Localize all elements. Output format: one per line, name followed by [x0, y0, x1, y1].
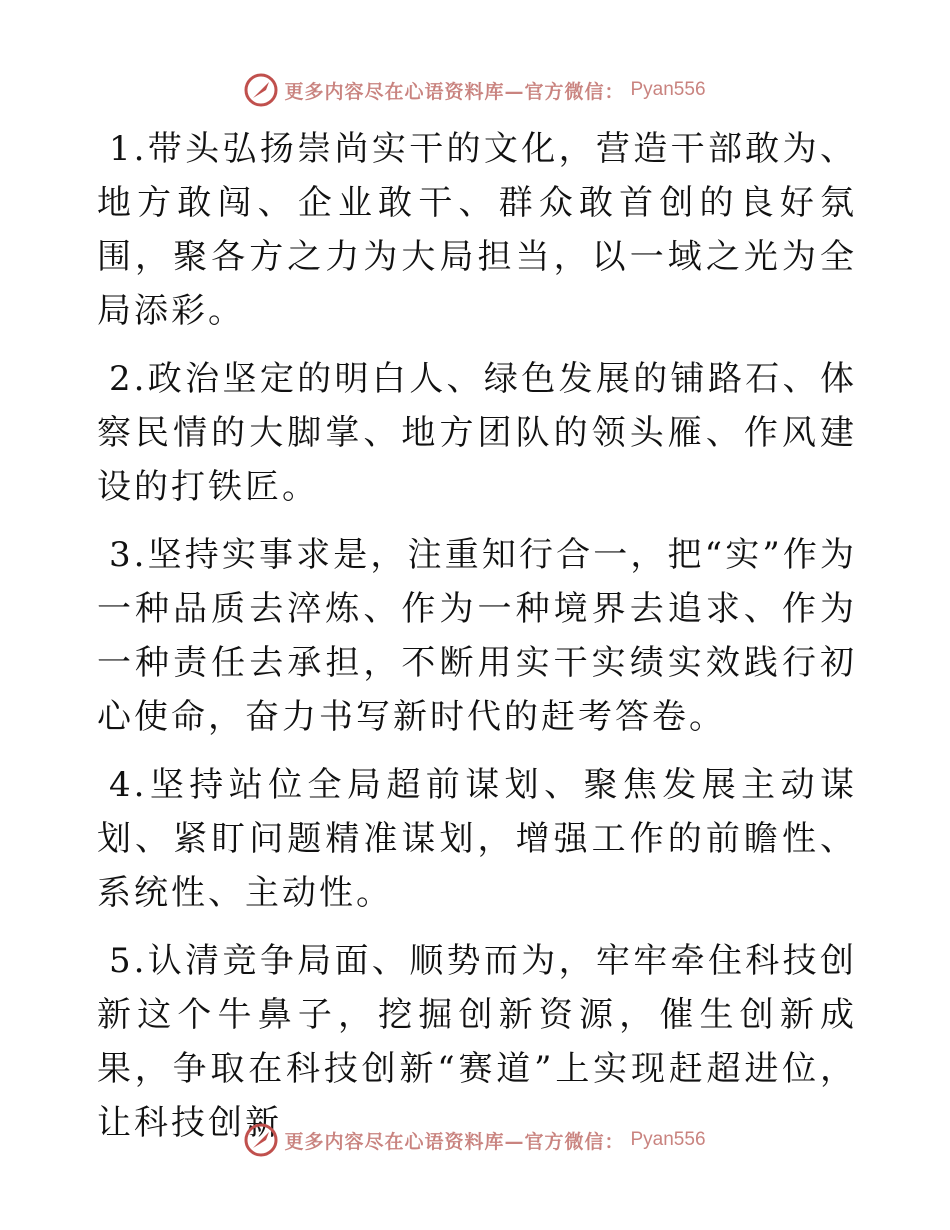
paragraph-text: 政治坚定的明白人、绿色发展的铺路石、体察民情的大脚掌、地方团队的领头雁、作风建设的打铁匠。	[97, 359, 857, 507]
paragraph-text: 坚持站位全局超前谋划、聚焦发展主动谋划、紧盯问题精准谋划，增强工作的前瞻性、系统性、主动性。	[97, 765, 857, 913]
paragraph-text: 带头弘扬崇尚实干的文化，营造干部敢为、地方敢闯、企业敢干、群众敢首创的良好氛围，聚各方之力为大局担当，以一域之光为全局添彩。	[97, 129, 857, 331]
paragraph-number: 5.	[109, 941, 148, 981]
paragraph-number: 1.	[109, 129, 148, 169]
paragraph-4	[97, 758, 857, 920]
quill-logo-icon	[244, 1123, 278, 1157]
paragraph-1	[97, 122, 857, 338]
paragraph-number: 2.	[109, 359, 148, 399]
paragraph-2	[97, 352, 857, 514]
footer-watermark	[0, 1120, 950, 1160]
watermark-text: 更多内容尽在心语资料库—官方微信：	[284, 80, 625, 103]
header-watermark	[0, 70, 950, 110]
paragraph-5	[97, 934, 857, 1150]
watermark-text: 更多内容尽在心语资料库—官方微信：	[284, 1130, 625, 1153]
document-body	[97, 122, 857, 1164]
paragraph-number: 4.	[109, 765, 148, 805]
paragraph-3	[97, 528, 857, 744]
watermark-id: Pyan556	[630, 79, 706, 100]
watermark-id: Pyan556	[630, 1129, 706, 1150]
paragraph-text: 认清竞争局面、顺势而为，牢牢牵住科技创新这个牛鼻子，挖掘创新资源，催生创新成果，争取在科技创新“赛道”上实现赶超进位，让科技创新	[97, 941, 857, 1143]
quill-logo-icon	[244, 73, 278, 107]
paragraph-number: 3.	[109, 535, 148, 575]
paragraph-text: 坚持实事求是，注重知行合一，把“实”作为一种品质去淬炼、作为一种境界去追求、作为一种责任去承担，不断用实干实绩实效践行初心使命，奋力书写新时代的赶考答卷。	[97, 535, 857, 737]
